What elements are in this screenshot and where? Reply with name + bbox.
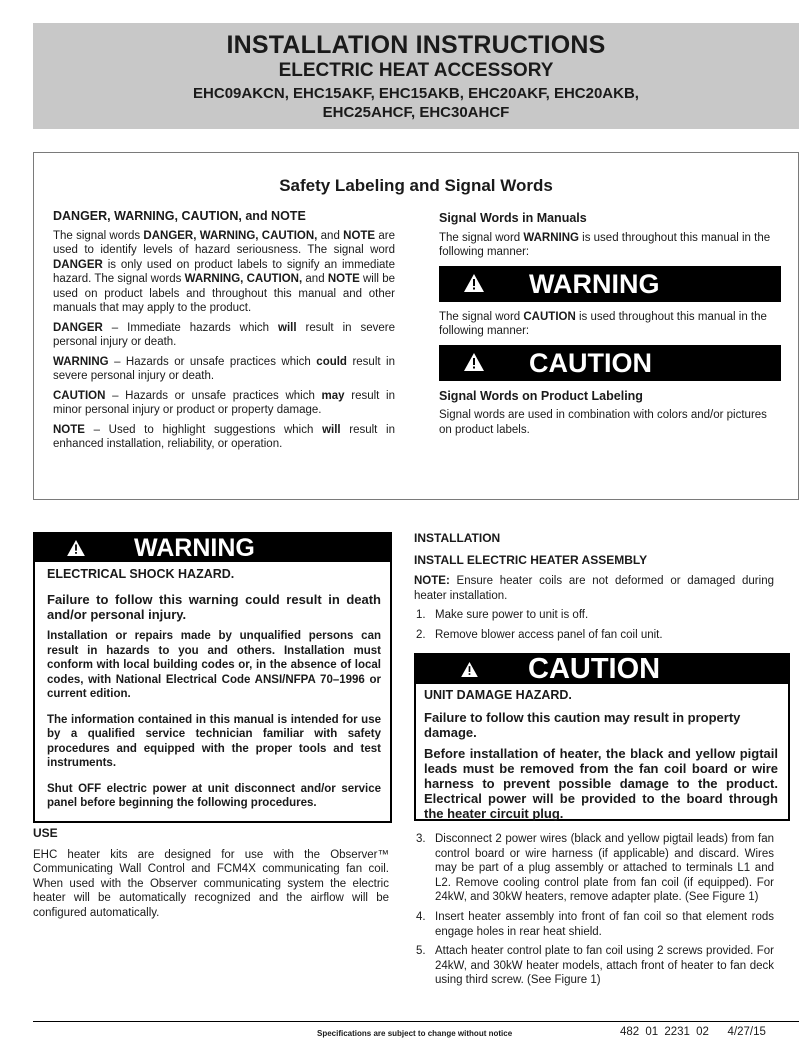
installation-section — [414, 531, 774, 647]
step-5: 5. Attach heater control plate to fan coil using 2 screws provided. For 24kW, and 30kW heater models, attach front of heater to fan deck using third screw. (See Figure 1) — [416, 945, 774, 987]
caution-header-bar — [416, 655, 788, 684]
installation-heading: INSTALLATION — [414, 531, 501, 545]
document-header — [33, 23, 799, 129]
electrical-shock-warning — [33, 532, 392, 823]
warning-paragraph-1: Installation or repairs made by unqualified persons can result in hazards to you and others. Installation must conform with local building codes or, in the absence of local codes, with National Electrical Code ANSI/NFPA 70–1996 or current edition. — [47, 630, 381, 700]
model-list — [33, 84, 799, 122]
specifications-note: Specifications are subject to change without notice — [317, 1029, 513, 1038]
caution-signal-bar — [439, 345, 781, 381]
installation-note: NOTE: Ensure heater coils are not deformed or damaged during heater installation. — [414, 575, 774, 602]
product-labeling-heading: Signal Words on Product Labeling — [439, 388, 643, 403]
warning-word: WARNING — [134, 534, 255, 562]
use-text: EHC heater kits are designed for use with the Observer™ Communicating Wall Control and FCM4X communicating fan coil. When used with the Observer communicating system the electric heater will be automatically recognized and the airflow will be configured automatically. — [33, 848, 389, 919]
warning-definition: WARNING – Hazards or unsafe practices which could result in severe personal injury or death. — [53, 355, 395, 382]
warning-signal-bar — [439, 266, 781, 302]
caution-paragraph: Before installation of heater, the black and yellow pigtail leads must be removed from the fan coil board or wire harness to prevent possible damage to the product. Electrical power will be provided to the board through the heater circuit plug. — [424, 746, 778, 821]
footer-divider — [33, 1021, 799, 1022]
signal-words-in-manuals — [439, 211, 781, 442]
use-section — [33, 826, 389, 921]
step-3: 3. Disconnect 2 power wires (black and yellow pigtail leads) from fan control board or wire harness (if applicable) and discard. Wires may be part of a plug assembly or attached to terminals L1 and L2. Remove cooling control plate from fan coil (if equipped). For 24kW, and 30kW heaters, remove adapter plate. (See Figure 1) — [416, 833, 774, 904]
model-list-line-2: EHC25AHCF, EHC30AHCF — [322, 104, 510, 121]
caution-hazard-title: UNIT DAMAGE HAZARD. — [424, 688, 572, 702]
warning-triangle-icon — [464, 274, 484, 292]
use-heading: USE — [33, 826, 58, 840]
document-title: INSTALLATION INSTRUCTIONS — [226, 31, 606, 59]
safety-labeling-box — [33, 152, 799, 500]
document-subtitle: ELECTRIC HEAT ACCESSORY — [278, 60, 554, 81]
warning-paragraph-2: The information contained in this manual is intended for use by a qualified service technician familiar with safety procedures and equipped with the proper tools and test instruments. — [47, 713, 381, 769]
caution-usage-text: The signal word CAUTION is used throughout this manual in the following manner: — [439, 310, 767, 337]
hazard-title: ELECTRICAL SHOCK HAZARD. — [47, 567, 235, 581]
step-1: 1. Make sure power to unit is off. — [416, 609, 589, 621]
warning-signal-word: WARNING — [529, 268, 660, 299]
caution-triangle-icon — [464, 353, 484, 371]
step-2: 2. Remove blower access panel of fan coil unit. — [416, 628, 663, 641]
caution-word: CAUTION — [528, 653, 661, 685]
warning-usage-text: The signal word WARNING is used throughout this manual in the following manner: — [439, 231, 771, 258]
signal-words-definitions — [53, 209, 395, 457]
danger-definition: DANGER – Immediate hazards which will result in severe personal injury or death. — [53, 321, 395, 348]
warning-header-bar — [35, 534, 390, 562]
safety-title: Safety Labeling and Signal Words — [279, 176, 553, 195]
document-number: 482 01 2231 02 4/27/15 — [620, 1026, 766, 1038]
install-heater-heading: INSTALL ELECTRIC HEATER ASSEMBLY — [414, 552, 648, 567]
caution-failure-statement: Failure to follow this caution may result in property damage. — [424, 710, 741, 740]
unit-damage-caution — [414, 653, 790, 821]
step-4: 4. Insert heater assembly into front of fan coil so that element rods engage holes in rear heat shield. — [416, 910, 774, 938]
intro-paragraph: The signal words DANGER, WARNING, CAUTION, and NOTE are used to identify levels of hazard seriousness. The signal word DANGER is only used on product labels to signify an immediate hazard. The signal words WARNING, CAUTION, and NOTE will be used on product labels and throughout this manual and other manuals that may apply to the product. — [53, 229, 396, 314]
note-definition: NOTE – Used to highlight suggestions which will result in enhanced installation, reliability, or operation. — [53, 423, 395, 450]
manuals-heading: Signal Words in Manuals — [439, 211, 587, 225]
product-labeling-text: Signal words are used in combination with colors and/or pictures on product labels. — [439, 409, 767, 436]
caution-definition: CAUTION – Hazards or unsafe practices which may result in minor personal injury or product or property damage. — [53, 389, 395, 416]
definitions-heading: DANGER, WARNING, CAUTION, and NOTE — [53, 209, 306, 223]
failure-statement: Failure to follow this warning could result in death and/or personal injury. — [47, 592, 381, 622]
installation-steps-continued — [414, 832, 774, 993]
caution-signal-word: CAUTION — [529, 347, 652, 378]
warning-paragraph-3: Shut OFF electric power at unit disconnect and/or service panel before beginning the following procedures. — [47, 782, 381, 809]
model-list-line-1: EHC09AKCN, EHC15AKF, EHC15AKB, EHC20AKF, EHC20AKB, — [193, 85, 639, 102]
warning-triangle-icon — [67, 540, 85, 556]
caution-triangle-icon — [461, 662, 478, 677]
